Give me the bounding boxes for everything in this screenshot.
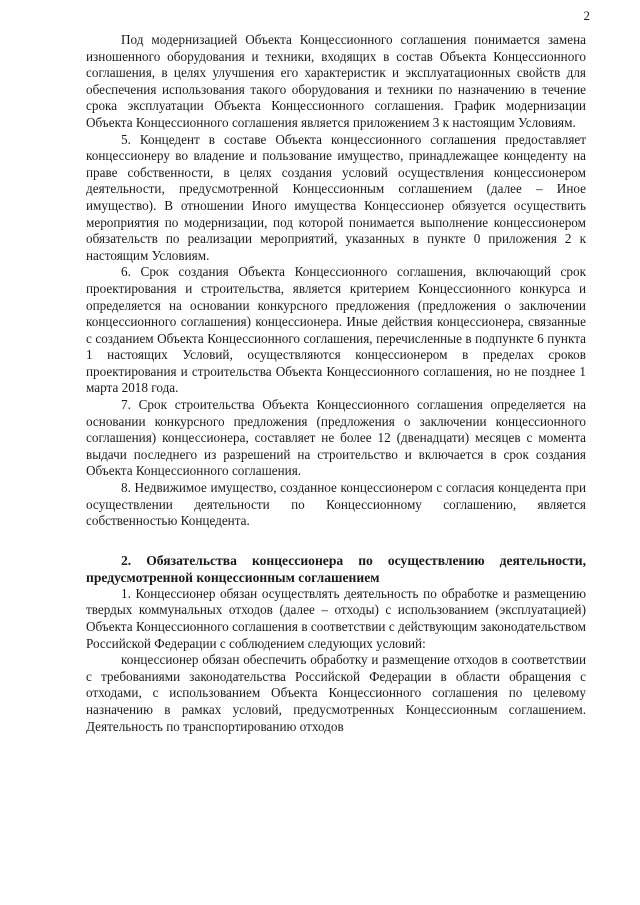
paragraph-item-7: 7. Срок строительства Объекта Концессионного соглашения определяется на основании конкурсного предложения (предложения о заключении концессионного соглашения) концессионера, составляет не более 12 (двенадцати) месяцев с момента выдачи последнего из разрешений на строительство и включается в срок создания Объекта Концессионного соглашения. [86, 397, 586, 479]
paragraph-item-6: 6. Срок создания Объекта Концессионного соглашения, включающий срок проектирования и строительства, является критерием Концессионного конкурса и определяется на основании конкурсного предложения (предложения о заключении концессионного соглашения) концессионера. Иные действия концессионера, связанные с созданием Объекта Концессионного соглашения, перечисленные в подпункте 6 пункта 1 настоящих Условий, осуществляются концессионером в пределах сроков проектирования и строительства Объекта Концессионного соглашения, но не позднее 1 марта 2018 года. [86, 264, 586, 396]
paragraph-modernization: Под модернизацией Объекта Концессионного соглашения понимается замена изношенного оборудования и техники, входящих в состав Объекта Концессионного соглашения, в целях улучшения его характеристик и эксплуатационных свойств для обеспечения использования такого оборудования и техники по назначению в течение срока эксплуатации Объекта Концессионного соглашения. График модернизации Объекта Концессионного соглашения является приложением 3 к настоящим Условиям. [86, 32, 586, 130]
paragraph-section2-item-1: 1. Концессионер обязан осуществлять деятельность по обработке и размещению твердых коммунальных отходов (далее – отходы) с использованием (эксплуатацией) Объекта Концессионного соглашения в соответствии с действующим законодательством Российской Федерации с соблюдением следующих условий: [86, 585, 586, 651]
paragraph-item-5: 5. Концедент в составе Объекта концессионного соглашения предоставляет концессионеру во владение и пользование имущество, принадлежащее концеденту на праве собственности, в целях создания условий осуществления концессионером деятельности, предусмотренной Концессионным соглашением (далее – Иное имущество). В отношении Иного имущества Концессионер обязуется осуществить мероприятия по модернизации, под которой понимается выполнение концессионером обязательств по реализации мероприятий, указанных в пункте 0 приложения 2 к настоящим Условиям. [86, 131, 586, 263]
page-number: 2 [583, 8, 590, 23]
paragraph-section2-conditions: концессионер обязан обеспечить обработку и размещение отходов в соответствии с требованиями законодательства Российской Федерации в области обращения с отходами, с использованием Объекта Концессионного соглашения по целевому назначению в рамках условий, предусмотренных Концессионным соглашением. Деятельность по транспортированию отходов [86, 652, 586, 734]
document-body [86, 32, 586, 735]
section-heading [86, 552, 586, 586]
paragraph-item-8: 8. Недвижимое имущество, созданное концессионером с согласия концедента при осуществлении деятельности по Концессионному соглашению, является собственностью Концедента. [86, 480, 586, 529]
section-heading-text: 2. Обязательства концессионера по осуществлению деятельности, предусмотренной концессионным соглашением [86, 552, 586, 585]
